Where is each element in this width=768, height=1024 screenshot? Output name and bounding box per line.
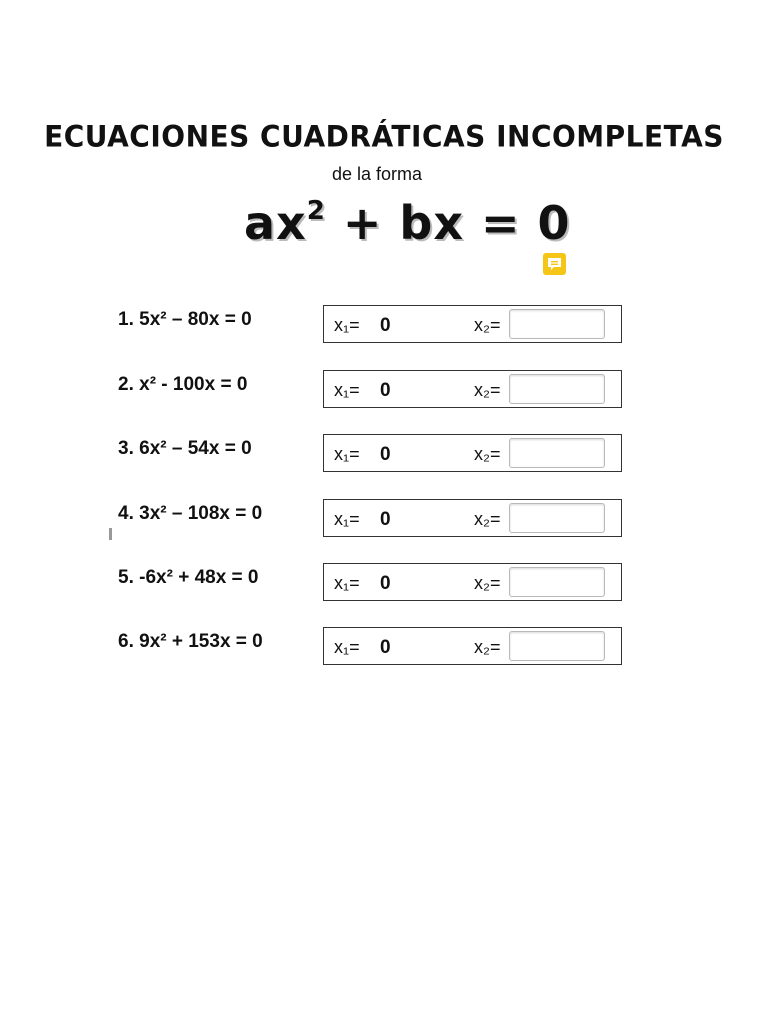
- page-edge-mark: [109, 528, 112, 540]
- answer-box-2: [323, 370, 622, 408]
- worksheet-subtitle: de la forma: [332, 164, 423, 184]
- formula-exponent: 2: [306, 196, 326, 226]
- x2-input-5[interactable]: [509, 567, 605, 597]
- x1-value-3: 0: [380, 444, 391, 465]
- x2-label: x₂=: [474, 637, 501, 657]
- x1-label: x₁=: [334, 573, 360, 593]
- x2-input-1[interactable]: [509, 309, 605, 339]
- formula-part-bx: + bx = 0: [325, 196, 571, 250]
- x1-label: x₁=: [334, 380, 360, 400]
- answer-box-6: [323, 627, 622, 665]
- exercise-row-3: [118, 434, 638, 476]
- x1-value-1: 0: [380, 315, 391, 336]
- answer-box-4: [323, 499, 622, 537]
- formula-part-ax: ax: [244, 196, 307, 250]
- comment-icon[interactable]: [543, 253, 566, 275]
- x1-label: x₁=: [334, 315, 360, 335]
- x1-value-6: 0: [380, 637, 391, 658]
- x2-label: x₂=: [474, 573, 501, 593]
- x1-value-5: 0: [380, 573, 391, 594]
- x1-label: x₁=: [334, 637, 360, 657]
- x2-label: x₂=: [474, 380, 501, 400]
- equation-4: 4. 3x² – 108x = 0: [118, 503, 263, 524]
- equation-3: 3. 6x² – 54x = 0: [118, 438, 252, 459]
- equation-5: 5. -6x² + 48x = 0: [118, 567, 259, 588]
- exercise-row-2: [118, 370, 638, 412]
- answer-box-3: [323, 434, 622, 472]
- x2-label: x₂=: [474, 444, 501, 464]
- exercise-row-1: [118, 305, 638, 347]
- equation-1: 1. 5x² – 80x = 0: [118, 309, 252, 330]
- x1-label: x₁=: [334, 444, 360, 464]
- x1-value-4: 0: [380, 509, 391, 530]
- x2-input-6[interactable]: [509, 631, 605, 661]
- x1-value-2: 0: [380, 380, 391, 401]
- x2-input-3[interactable]: [509, 438, 605, 468]
- worksheet-title: ECUACIONES CUADRÁTICAS INCOMPLETAS: [44, 119, 724, 154]
- answer-box-5: [323, 563, 622, 601]
- exercise-row-6: [118, 627, 638, 669]
- x1-label: x₁=: [334, 509, 360, 529]
- x2-label: x₂=: [474, 315, 501, 335]
- answer-box-1: [323, 305, 622, 343]
- x2-label: x₂=: [474, 509, 501, 529]
- x2-input-4[interactable]: [509, 503, 605, 533]
- exercise-row-5: [118, 563, 638, 605]
- equation-2: 2. x² - 100x = 0: [118, 374, 248, 395]
- equation-6: 6. 9x² + 153x = 0: [118, 631, 263, 652]
- general-formula: [244, 196, 571, 250]
- x2-input-2[interactable]: [509, 374, 605, 404]
- exercise-row-4: [118, 499, 638, 541]
